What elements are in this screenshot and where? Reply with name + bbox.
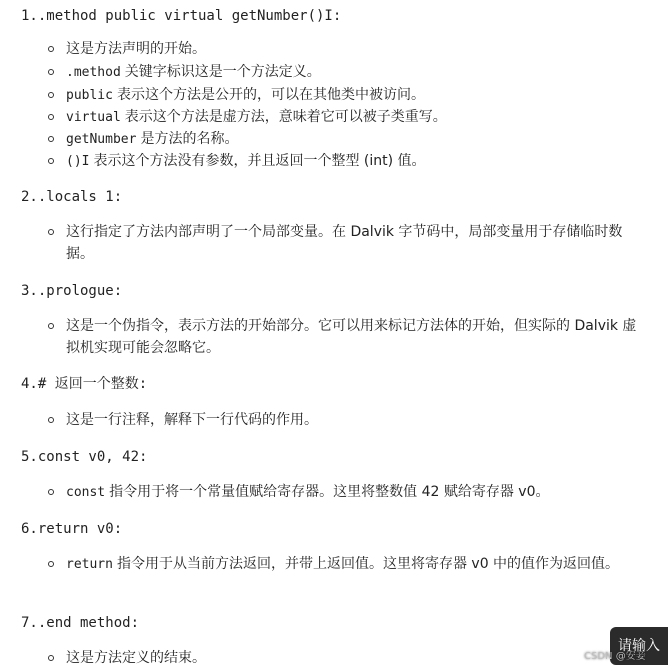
- list-item: [48, 150, 648, 173]
- item-text: 这是一个伪指令，表示方法的开始部分。它可以用来标记方法体的开始，但实际的 Dalvik 虚拟机实现可能会忽略它。: [66, 318, 637, 356]
- list-item: [48, 106, 648, 129]
- item-code: ()I: [66, 154, 90, 169]
- bullet-icon: [48, 417, 54, 423]
- item-code: virtual: [66, 110, 121, 125]
- list-item: [48, 553, 648, 576]
- item-text: 指令用于从当前方法返回，并带上返回值。这里将寄存器 v0 中的值作为返回值。: [116, 556, 620, 572]
- item-text: 表示这个方法没有参数，并且返回一个整型 (int) 值。: [93, 153, 426, 169]
- section-heading-3: 3..prologue:: [21, 283, 123, 299]
- item-text: 表示这个方法是虚方法，意味着它可以被子类重写。: [124, 109, 447, 125]
- bullet-icon: [48, 229, 54, 235]
- item-text: 这是方法声明的开始。: [66, 41, 206, 57]
- item-code: return: [66, 557, 113, 572]
- section-heading-5: 5.const v0, 42:: [21, 449, 148, 465]
- item-code: .method: [66, 65, 121, 80]
- bullet-icon: [48, 92, 54, 98]
- list-item: [48, 128, 648, 151]
- bullet-icon: [48, 489, 54, 495]
- watermark: CSDN @安妾: [584, 651, 646, 662]
- item-text: 这是一行注释，解释下一行代码的作用。: [66, 412, 318, 428]
- bullet-icon: [48, 655, 54, 661]
- item-text: 关键字标识这是一个方法定义。: [124, 64, 321, 80]
- chat-input-button[interactable]: 请输入: [610, 627, 668, 665]
- section-heading-2: 2..locals 1:: [21, 189, 123, 205]
- list-item: [48, 84, 648, 107]
- item-text: 是方法的名称。: [140, 131, 239, 147]
- item-text: 这行指定了方法内部声明了一个局部变量。在 Dalvik 字节码中，局部变量用于存储临时数据。: [66, 224, 623, 262]
- list-item: [48, 315, 648, 359]
- list-item: [48, 647, 648, 669]
- item-text: 这是方法定义的结束。: [66, 650, 206, 666]
- bullet-icon: [48, 323, 54, 329]
- item-text: 指令用于将一个常量值赋给寄存器。这里将整数值 42 赋给寄存器 v0。: [109, 484, 550, 500]
- bullet-icon: [48, 158, 54, 164]
- list-item: [48, 409, 648, 431]
- list-item: [48, 481, 648, 504]
- list-item: [48, 61, 648, 84]
- section-heading-4: 4.# 返回一个整数:: [21, 376, 148, 392]
- section-heading-6: 6.return v0:: [21, 521, 123, 537]
- item-code: public: [66, 88, 113, 103]
- section-heading-1: 1..method public virtual getNumber()I:: [21, 8, 342, 24]
- bullet-icon: [48, 136, 54, 142]
- bullet-icon: [48, 561, 54, 567]
- bullet-icon: [48, 46, 54, 52]
- section-heading-7: 7..end method:: [21, 615, 140, 631]
- item-code: const: [66, 485, 106, 500]
- list-item: [48, 38, 648, 61]
- bullet-icon: [48, 69, 54, 75]
- item-code: getNumber: [66, 132, 137, 147]
- list-item: [48, 221, 648, 265]
- item-text: 表示这个方法是公开的，可以在其他类中被访问。: [116, 87, 425, 103]
- bullet-icon: [48, 114, 54, 120]
